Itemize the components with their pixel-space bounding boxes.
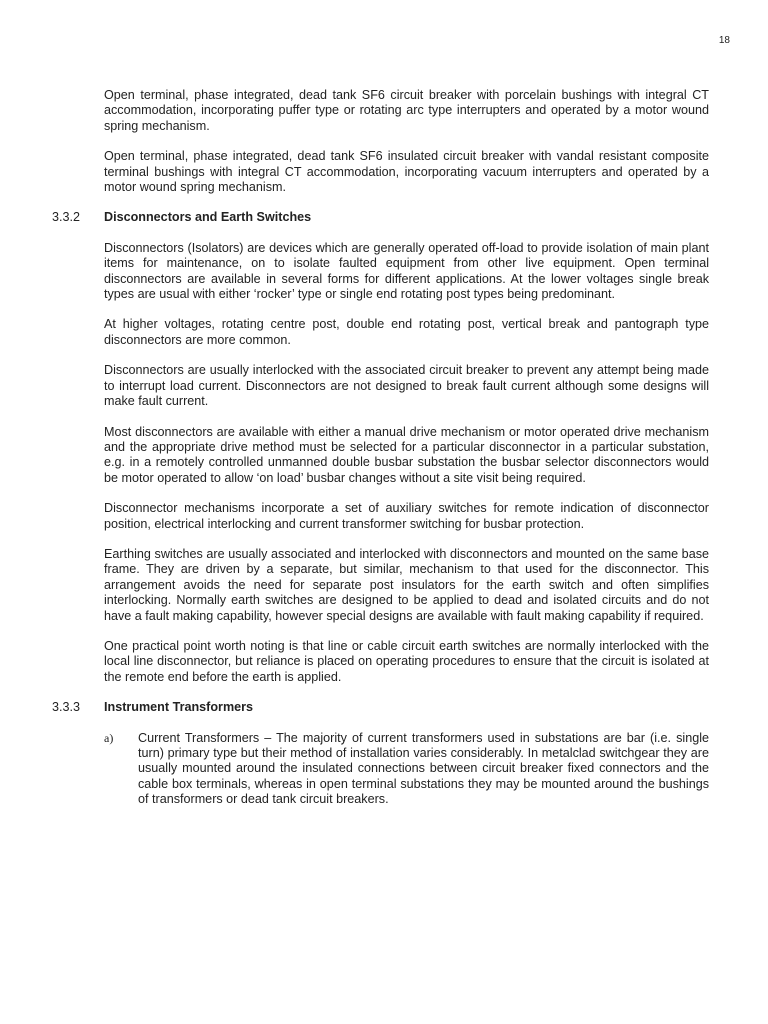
page-number: 18 xyxy=(718,35,730,46)
section-number: 3.3.2 xyxy=(52,210,81,225)
paragraph: Earthing switches are usually associated and interlocked with disconnectors and mounted on the same base frame. They are driven by a separate, but similar, mechanism to that used for the disconnector. This arrangement avoids the need for separate post insulators for the earth switch and often simplifies interlocking. Normally earth switches are designed to be applied to dead and isolated circuits and do not have a fault making capability, however special designs are available with fault making capability if required. xyxy=(104,546,709,623)
document-body xyxy=(52,88,709,808)
paragraph: One practical point worth noting is that line or cable circuit earth switches are normally interlocked with the local line disconnector, but reliance is placed on operating procedures to ensure that the circuit is isolated at the remote end before the earth is applied. xyxy=(104,638,709,684)
section-number: 3.3.3 xyxy=(52,700,81,715)
section-heading-3-3-2 xyxy=(52,210,709,225)
list-item-text: Current Transformers – The majority of current transformers used in substations are bar (i.e. single turn) primary type but their method of installation varies considerably. In metalclad switchgear they are usually mounted around the insulated connections between circuit breaker fixed connectors and the cable box terminals, whereas in open terminal substations they may be mounted around the bushings of transformers or dead tank circuit breakers. xyxy=(138,730,709,807)
paragraph: Most disconnectors are available with either a manual drive mechanism or motor operated drive mechanism and the appropriate drive method must be selected for a particular disconnector in a particular substation, e.g. in a remotely controlled unmanned double busbar substation the busbar selector disconnectors would be motor operated to allow ‘on load’ busbar changes without a site visit being required. xyxy=(104,424,709,485)
list-item xyxy=(104,731,709,808)
paragraph: Open terminal, phase integrated, dead tank SF6 circuit breaker with porcelain bushings with integral CT accommodation, incorporating puffer type or rotating arc type interrupters and operated by a motor wound spring mechanism. xyxy=(104,88,709,133)
list-marker: a) xyxy=(104,730,114,745)
paragraph: At higher voltages, rotating centre post, double end rotating post, vertical break and pantograph type disconnectors are more common. xyxy=(104,317,709,347)
section-heading-3-3-3 xyxy=(52,700,709,715)
paragraph: Disconnectors are usually interlocked with the associated circuit breaker to prevent any attempt being made to interrupt load current. Disconnectors are not designed to break fault current although some designs will make fault current. xyxy=(104,363,709,409)
paragraph: Disconnector mechanisms incorporate a set of auxiliary switches for remote indication of disconnector position, electrical interlocking and current transformer switching for busbar protection. xyxy=(104,501,709,531)
paragraph: Disconnectors (Isolators) are devices which are generally operated off-load to provide isolation of main plant items for maintenance, on to isolate faulted equipment from other live equipment. Open terminal disconnectors are available in several forms for different applications. At the lower voltages single break types are usual with either ‘rocker’ type or single end rotating post types being predominant. xyxy=(104,240,709,302)
section-title: Instrument Transformers xyxy=(104,700,254,715)
paragraph: Open terminal, phase integrated, dead tank SF6 insulated circuit breaker with vandal resistant composite terminal bushings with integral CT accommodation, incorporating vacuum interrupters and operated by a motor wound spring mechanism. xyxy=(104,149,709,195)
section-title: Disconnectors and Earth Switches xyxy=(104,210,312,225)
